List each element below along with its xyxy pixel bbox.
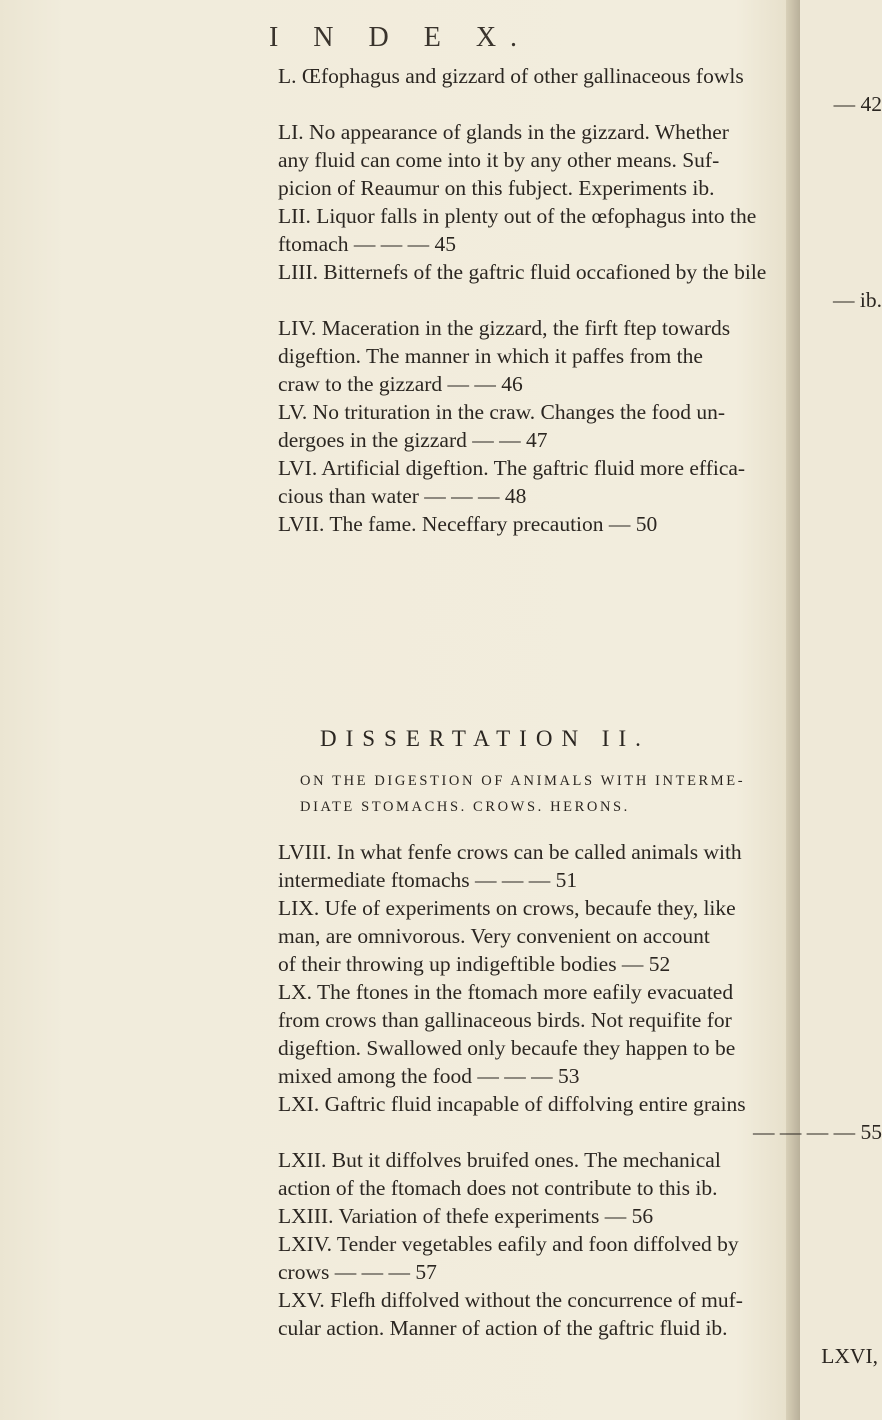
index-entry-LX: LX. The ftones in the ftomach more eafily evacuated from crows than gallinaceous birds. Not requifite for digeftion. Swallowed only becaufe they happen to be mixed among the food — — — 53 [278, 980, 736, 1088]
index-entry-LVIII: LVIII. In what fenfe crows can be called animals with intermediate ftomachs — — — 51 [278, 840, 742, 892]
index-entry-LXIV: LXIV. Tender vegetables eafily and foon diffolved by crows — — — 57 [278, 1232, 739, 1284]
index-entry-LVII: LVII. The fame. Neceffary precaution — 50 [278, 512, 658, 536]
index-entry-LV: LV. No trituration in the craw. Changes the food un- dergoes in the gizzard — — 47 [278, 400, 726, 452]
index-entry-LIV: LIV. Maceration in the gizzard, the firft ftep towards digeftion. The manner in which it paffes from the craw to the gizzard — — 46 [278, 316, 731, 396]
index-entry-LII: LII. Liquor falls in plenty out of the œfophagus into the ftomach — — — 45 [278, 204, 757, 256]
index-entries-part1 [278, 62, 882, 538]
index-entry-LXIII: LXIII. Variation of thefe experiments — 56 [278, 1204, 654, 1228]
index-entry-LXI: LXI. Gaftric fluid incapable of diffolving entire grains — — — — 55 [278, 1092, 882, 1144]
section-title: DISSERTATION II. [320, 726, 650, 751]
catchword: LXVI, [821, 1344, 878, 1368]
running-header: I N D E X. [268, 22, 532, 53]
index-entries-part2 [278, 838, 882, 1370]
index-entry-LI: LI. No appearance of glands in the gizzard. Whether any fluid can come into it by any other means. Suf- picion of Reaumur on this fubject. Experiments ib. [278, 120, 729, 200]
index-entry-L: L. Œfophagus and gizzard of other gallinaceous fowls — 42 [278, 64, 882, 116]
index-entry-LVI: LVI. Artificial digeftion. The gaftric fluid more effica- cious than water — — — 48 [278, 456, 746, 508]
index-entry-LIII: LIII. Bitternefs of the gaftric fluid occafioned by the bile — ib. [278, 260, 882, 312]
section-subtitle: ON THE DIGESTION OF ANIMALS WITH INTERME- DIATE STOMACHS. CROWS. HERONS. [300, 773, 746, 815]
index-entry-LXII: LXII. But it diffolves bruifed ones. The mechanical action of the ftomach does not contribute to this ib. [278, 1148, 721, 1200]
index-entry-LIX: LIX. Ufe of experiments on crows, becaufe they, like man, are omnivorous. Very convenient on account of their throwing up indigeftible bodies — 52 [278, 896, 736, 976]
index-entry-LXV: LXV. Flefh diffolved without the concurrence of muf- cular action. Manner of action of the gaftric fluid ib. [278, 1288, 743, 1340]
